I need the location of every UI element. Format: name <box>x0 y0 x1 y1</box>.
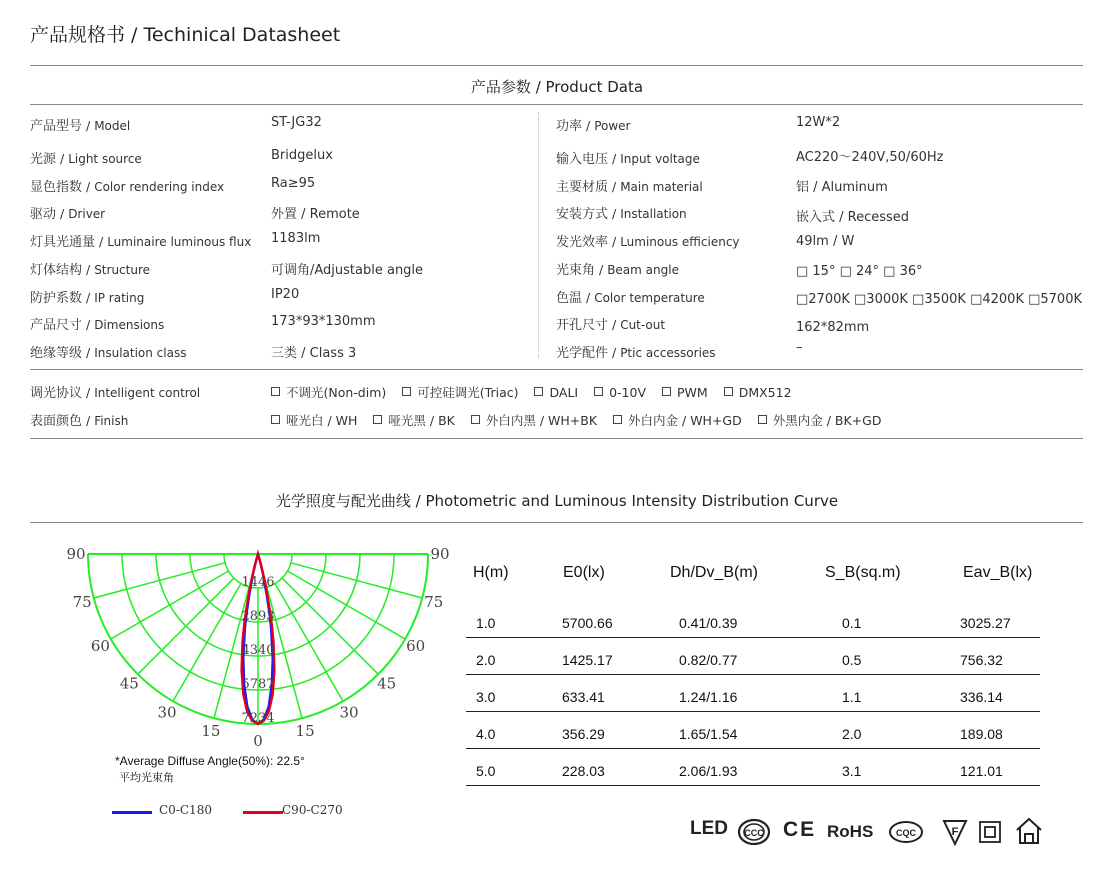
spec-label: 发光效率 / Luminous efficiency <box>556 234 740 250</box>
finish-option: 外黑内金 / BK+GD <box>758 411 882 429</box>
spec-label-cn: 绝缘等级 <box>30 346 83 361</box>
table-header <box>466 556 1041 593</box>
angle-label-left: 75 <box>72 593 92 612</box>
photometric-heading: 光学照度与配光曲线 / Photometric and Luminous Intensity Distribution Curve <box>275 492 839 510</box>
spec-label-cn: 灯具光通量 <box>30 235 96 250</box>
table-cell: 3.0 <box>476 689 496 705</box>
table-cell: 1.65/1.54 <box>679 726 738 742</box>
control-option: 0-10V <box>594 385 646 400</box>
table-header-cell: S_B(sq.m) <box>825 564 901 581</box>
f-mark-icon <box>942 818 968 846</box>
table-cell: 633.41 <box>562 689 605 705</box>
spec-value: 可调角/Adjustable angle <box>271 263 424 278</box>
table-cell: 2.06/1.93 <box>679 763 738 779</box>
polar-spoke <box>282 578 378 674</box>
spec-value: 三类 / Class 3 <box>271 346 357 361</box>
diffuse-angle-note: *Average Diffuse Angle(50%): 22.5° <box>115 754 305 768</box>
class-ii-icon <box>978 820 1002 844</box>
diffuse-angle-note-cn: 平均光束角 <box>119 771 174 784</box>
table-row-divider <box>466 637 1040 638</box>
spec-label: 色温 / Color temperature <box>556 290 705 306</box>
checkbox-icon <box>662 387 671 396</box>
table-cell: 189.08 <box>960 726 1003 742</box>
table-header-cell: Dh/Dv_B(m) <box>670 564 759 581</box>
table-cell: 756.32 <box>960 652 1003 668</box>
cqc-mark-icon <box>888 820 924 844</box>
finish-option: 哑光黑 / BK <box>373 411 454 429</box>
spec-label-cn: 灯体结构 <box>30 263 83 278</box>
table-cell: 2.0 <box>476 652 496 668</box>
table-cell: 228.03 <box>562 763 605 779</box>
spec-label: 光源 / Light source <box>30 151 142 167</box>
spec-label-en: Structure <box>94 263 151 277</box>
spec-label-en: Luminaire luminous flux <box>107 235 252 249</box>
angle-label-right: 45 <box>377 674 397 693</box>
legend-swatch-c0 <box>112 811 152 814</box>
table-row-divider <box>466 785 1040 786</box>
finish-option: 外白内黑 / WH+BK <box>471 411 597 429</box>
spec-value: 铝 / Aluminum <box>796 180 888 195</box>
control-option: 不调光(Non-dim) <box>271 383 386 401</box>
spec-label: 功率 / Power <box>556 118 631 134</box>
finish-option: 哑光白 / WH <box>271 411 357 429</box>
page-title: 产品规格书 / Techinical Datasheet <box>30 24 341 46</box>
table-cell: 0.1 <box>842 615 862 631</box>
spec-value: 嵌入式 / Recessed <box>796 210 910 225</box>
polar-spoke <box>173 583 241 701</box>
polar-spoke <box>291 563 422 598</box>
table-header-cell: Eav_B(lx) <box>963 564 1033 581</box>
table-cell: 5700.66 <box>562 615 613 631</box>
spec-label-cn: 产品尺寸 <box>30 318 83 333</box>
ring-label: 4340 <box>241 643 275 658</box>
angle-label-left: 15 <box>201 721 221 740</box>
product-data-heading: 产品参数 / Product Data <box>470 78 644 96</box>
spec-value: 1183lm <box>271 231 321 246</box>
spec-value: 49lm / W <box>796 234 855 249</box>
svg-text:F: F <box>951 826 959 838</box>
spec-label: 绝缘等级 / Insulation class <box>30 345 187 361</box>
spec-value: IP20 <box>271 287 300 302</box>
table-cell: 121.01 <box>960 763 1003 779</box>
led-mark: LED <box>690 818 728 839</box>
table-cell: 1.0 <box>476 615 496 631</box>
spec-label-cn: 色温 <box>556 291 583 306</box>
spec-label-cn: 发光效率 <box>556 235 609 250</box>
legend-swatch-c90 <box>243 811 283 814</box>
table-cell: 4.0 <box>476 726 496 742</box>
spec-value: 12W*2 <box>796 115 841 130</box>
table-row <box>466 614 1041 651</box>
checkbox-icon <box>613 415 622 424</box>
checkbox-icon <box>724 387 733 396</box>
table-cell: 1.1 <box>842 689 862 705</box>
spec-label-cn: 防护系数 <box>30 291 83 306</box>
ring-label: 2893 <box>241 609 275 624</box>
column-separator <box>538 112 539 358</box>
divider <box>30 369 1083 370</box>
angle-label-right: 75 <box>424 593 444 612</box>
table-header-cell: E0(lx) <box>563 564 605 581</box>
polar-spoke <box>94 563 225 598</box>
spec-label-en: Cut-out <box>620 318 666 332</box>
spec-label: 主要材质 / Main material <box>556 179 703 195</box>
spec-label: 产品尺寸 / Dimensions <box>30 317 165 333</box>
spec-value: ST-JG32 <box>271 115 322 130</box>
spec-label-cn: 光学配件 <box>556 346 609 361</box>
ccc-mark-icon <box>737 818 771 846</box>
table-row-divider <box>466 748 1040 749</box>
angle-label-right: 90 <box>430 545 450 563</box>
table-cell: 0.82/0.77 <box>679 652 738 668</box>
table-cell: 0.41/0.39 <box>679 615 738 631</box>
checkbox-icon <box>271 387 280 396</box>
spec-label: 灯体结构 / Structure <box>30 262 151 278</box>
spec-label-en: Power <box>594 119 631 133</box>
angle-label-right: 15 <box>295 721 315 740</box>
divider <box>30 522 1083 523</box>
spec-label-cn: 光束角 <box>556 263 596 278</box>
control-label: 调光协议 / Intelligent control <box>30 385 201 401</box>
control-option: DMX512 <box>724 385 792 400</box>
table-cell: 0.5 <box>842 652 862 668</box>
spec-label: 光束角 / Beam angle <box>556 262 679 278</box>
control-options <box>271 383 808 401</box>
spec-label-en: Input voltage <box>620 152 700 166</box>
rohs-mark: RoHS <box>827 822 874 841</box>
spec-label-en: Installation <box>620 207 687 221</box>
table-row <box>466 688 1041 725</box>
polar-spoke <box>275 583 343 701</box>
divider <box>30 104 1083 105</box>
table-cell: 356.29 <box>562 726 605 742</box>
polar-spoke <box>111 571 229 639</box>
table-row-divider <box>466 674 1040 675</box>
spec-value: AC220～240V,50/60Hz <box>796 150 944 165</box>
legend-label-c0: C0-C180 <box>159 803 212 817</box>
spec-label-en: Color temperature <box>594 291 705 305</box>
spec-label-cn: 主要材质 <box>556 180 609 195</box>
angle-label-left: 60 <box>90 637 110 655</box>
spec-label-cn: 光源 <box>30 152 57 167</box>
table-cell: 2.0 <box>842 726 862 742</box>
spec-label-en: Main material <box>620 180 703 194</box>
spec-label-cn: 显色指数 <box>30 180 83 195</box>
table-cell: 3.1 <box>842 763 862 779</box>
spec-value: □ 15° □ 24° □ 36° <box>796 264 923 279</box>
spec-label-en: Insulation class <box>94 346 187 360</box>
spec-value: □2700K □3000K □3500K □4200K □5700K <box>796 292 1082 307</box>
polar-spoke <box>287 571 405 639</box>
angle-label-left: 90 <box>66 545 86 563</box>
spec-value: 外置 / Remote <box>271 207 360 222</box>
spec-label-en: Light source <box>68 152 142 166</box>
spec-label-en: Ptic accessories <box>620 346 716 360</box>
table-cell: 1425.17 <box>562 652 613 668</box>
spec-label: 防护系数 / IP rating <box>30 290 145 306</box>
legend-label-c90: C90-C270 <box>282 803 343 817</box>
table-row-divider <box>466 711 1040 712</box>
spec-label: 开孔尺寸 / Cut-out <box>556 317 666 333</box>
spec-value: 162*82mm <box>796 320 870 335</box>
checkbox-icon <box>534 387 543 396</box>
polar-intensity-chart <box>60 544 460 754</box>
control-option: DALI <box>534 385 578 400</box>
table-cell: 1.24/1.16 <box>679 689 738 705</box>
checkbox-icon <box>402 387 411 396</box>
finish-label: 表面颜色 / Finish <box>30 413 129 429</box>
divider <box>30 65 1083 66</box>
table-cell: 336.14 <box>960 689 1003 705</box>
checkbox-icon <box>594 387 603 396</box>
finish-options <box>271 411 897 429</box>
angle-label-left: 30 <box>157 703 177 722</box>
table-cell: 5.0 <box>476 763 496 779</box>
spec-label-en: Luminous efficiency <box>620 235 740 249</box>
divider <box>30 438 1083 439</box>
spec-label-en: Driver <box>68 207 106 221</box>
spec-label-en: IP rating <box>94 291 145 305</box>
spec-label-cn: 输入电压 <box>556 152 609 167</box>
angle-label-bottom: 0 <box>253 732 263 750</box>
checkbox-icon <box>758 415 767 424</box>
angle-label-right: 30 <box>339 703 359 722</box>
spec-label: 光学配件 / Ptic accessories <box>556 345 716 361</box>
spec-label-en: Model <box>94 119 131 133</box>
finish-option: 外白内金 / WH+GD <box>613 411 742 429</box>
spec-value: Ra≥95 <box>271 176 316 191</box>
angle-label-left: 45 <box>119 674 139 693</box>
table-row <box>466 651 1041 688</box>
spec-label-cn: 产品型号 <box>30 119 83 134</box>
spec-value: – <box>796 340 803 355</box>
spec-label-cn: 开孔尺寸 <box>556 318 609 333</box>
ring-label: 7234 <box>241 711 275 726</box>
control-option: PWM <box>662 385 708 400</box>
ring-label: 1446 <box>241 575 275 590</box>
checkbox-icon <box>471 415 480 424</box>
table-header-cell: H(m) <box>473 564 509 581</box>
ring-label: 5787 <box>241 677 275 692</box>
table-row <box>466 762 1041 799</box>
ce-mark: CE <box>783 818 817 841</box>
spec-label-cn: 驱动 <box>30 207 57 222</box>
spec-label-en: Color rendering index <box>94 180 225 194</box>
spec-label-cn: 功率 <box>556 119 583 134</box>
chart-legend <box>112 802 352 822</box>
spec-value: Bridgelux <box>271 148 333 163</box>
svg-text:CQC: CQC <box>896 828 916 838</box>
checkbox-icon <box>373 415 382 424</box>
spec-label-en: Dimensions <box>94 318 165 332</box>
table-cell: 3025.27 <box>960 615 1011 631</box>
spec-label: 驱动 / Driver <box>30 206 106 222</box>
table-row <box>466 725 1041 762</box>
checkbox-icon <box>271 415 280 424</box>
spec-label-en: Beam angle <box>607 263 679 277</box>
spec-label: 输入电压 / Input voltage <box>556 151 700 167</box>
indoor-use-icon <box>1014 816 1044 846</box>
svg-text:CCC: CCC <box>744 828 764 838</box>
spec-label: 显色指数 / Color rendering index <box>30 179 225 195</box>
angle-label-right: 60 <box>406 637 426 655</box>
spec-label: 安装方式 / Installation <box>556 206 687 222</box>
control-option: 可控硅调光(Triac) <box>402 383 518 401</box>
spec-label-cn: 安装方式 <box>556 207 609 222</box>
polar-spoke <box>138 578 234 674</box>
spec-label: 灯具光通量 / Luminaire luminous flux <box>30 234 252 250</box>
spec-label: 产品型号 / Model <box>30 118 131 134</box>
spec-value: 173*93*130mm <box>271 314 376 329</box>
